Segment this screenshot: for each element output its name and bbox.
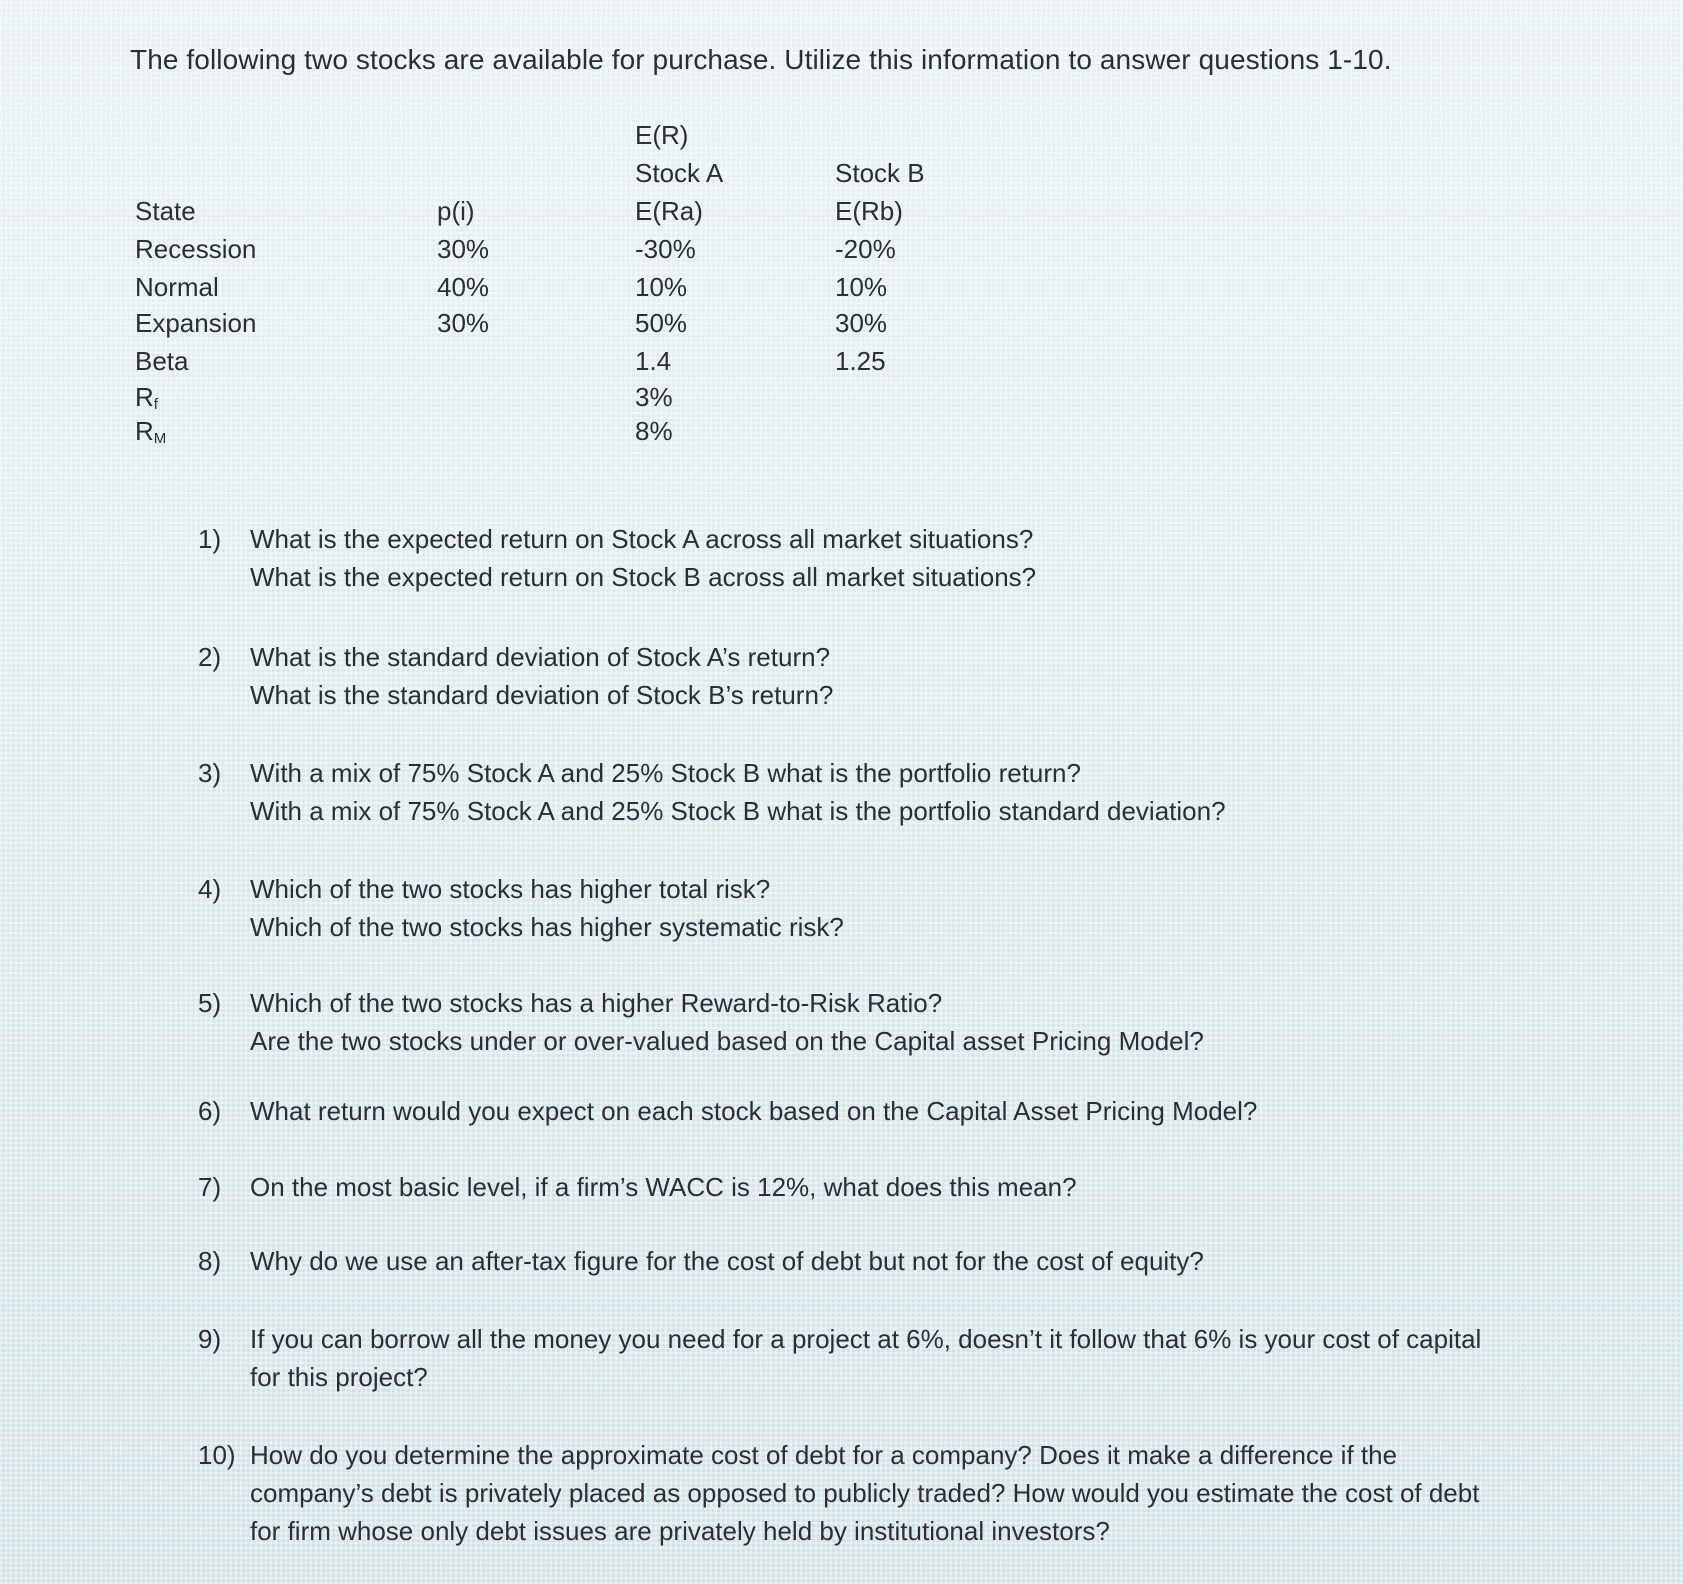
question-number: 5): [198, 988, 222, 1018]
question-line: With a mix of 75% Stock A and 25% Stock B what is the portfolio standard deviation?: [250, 796, 1226, 826]
row-beta-a: 1.4: [635, 346, 672, 376]
row-expansion-state: Expansion: [135, 308, 257, 338]
question-number: 3): [198, 758, 222, 788]
rf-subscript: f: [153, 396, 158, 413]
row-recession-state: Recession: [135, 234, 257, 264]
question-line: What return would you expect on each stock based on the Capital Asset Pricing Model?: [250, 1096, 1258, 1126]
question-line: What is the expected return on Stock B across all market situations?: [250, 562, 1037, 592]
question-line: for firm whose only debt issues are privately held by institutional investors?: [250, 1516, 1110, 1546]
question-number: 4): [198, 874, 222, 904]
returns-table: [135, 120, 1035, 460]
question-line: Why do we use an after-tax figure for the cost of debt but not for the cost of equity?: [250, 1246, 1204, 1276]
header-er-label: E(R): [635, 120, 689, 150]
row-rf-label: [135, 382, 158, 413]
question-line: company’s debt is privately placed as opposed to publicly traded? How would you estimate the cost of debt: [250, 1478, 1480, 1508]
question-line: Which of the two stocks has higher total risk?: [250, 874, 771, 904]
question-line: How do you determine the approximate cost of debt for a company? Does it make a difference if the: [250, 1440, 1398, 1470]
question-line: What is the expected return on Stock A across all market situations?: [250, 524, 1034, 554]
row-beta-b: 1.25: [835, 346, 886, 376]
header-erb: E(Rb): [835, 196, 903, 226]
question-line: With a mix of 75% Stock A and 25% Stock B what is the portfolio return?: [250, 758, 1081, 788]
rm-base: R: [135, 416, 154, 446]
row-recession-a: -30%: [635, 234, 696, 264]
row-expansion-b: 30%: [835, 308, 888, 338]
question-line: What is the standard deviation of Stock B’s return?: [250, 680, 834, 710]
row-expansion-p: 30%: [437, 308, 490, 338]
row-normal-a: 10%: [635, 272, 688, 302]
question-number: 10): [198, 1440, 236, 1470]
question-line: On the most basic level, if a firm’s WACC is 12%, what does this mean?: [250, 1172, 1077, 1202]
question-line: Which of the two stocks has higher systematic risk?: [250, 912, 844, 942]
row-normal-state: Normal: [135, 272, 219, 302]
row-expansion-a: 50%: [635, 308, 688, 338]
row-normal-p: 40%: [437, 272, 490, 302]
question-number: 6): [198, 1096, 222, 1126]
row-recession-b: -20%: [835, 234, 896, 264]
question-line: Which of the two stocks has a higher Reward-to-Risk Ratio?: [250, 988, 943, 1018]
header-stock-a: Stock A: [635, 158, 724, 188]
header-state: State: [135, 196, 196, 226]
row-rm-label: [135, 416, 166, 447]
header-era: E(Ra): [635, 196, 703, 226]
question-line: If you can borrow all the money you need for a project at 6%, doesn’t it follow that 6% is your cost of capital: [250, 1324, 1482, 1354]
header-probability: p(i): [437, 196, 475, 226]
question-line: Are the two stocks under or over-valued based on the Capital asset Pricing Model?: [250, 1026, 1204, 1056]
question-line: for this project?: [250, 1362, 428, 1392]
question-number: 9): [198, 1324, 222, 1354]
header-stock-b: Stock B: [835, 158, 925, 188]
question-number: 7): [198, 1172, 222, 1202]
row-rm-value: 8%: [635, 416, 673, 446]
question-line: What is the standard deviation of Stock A’s return?: [250, 642, 831, 672]
row-rf-value: 3%: [635, 382, 673, 412]
rm-subscript: M: [153, 430, 167, 447]
row-recession-p: 30%: [437, 234, 490, 264]
question-number: 1): [198, 524, 222, 554]
row-beta-label: Beta: [135, 346, 189, 376]
rf-base: R: [135, 382, 154, 412]
intro-text: The following two stocks are available for purchase. Utilize this information to answer questions 1-10.: [130, 44, 1392, 75]
row-normal-b: 10%: [835, 272, 888, 302]
question-number: 8): [198, 1246, 222, 1276]
question-number: 2): [198, 642, 222, 672]
